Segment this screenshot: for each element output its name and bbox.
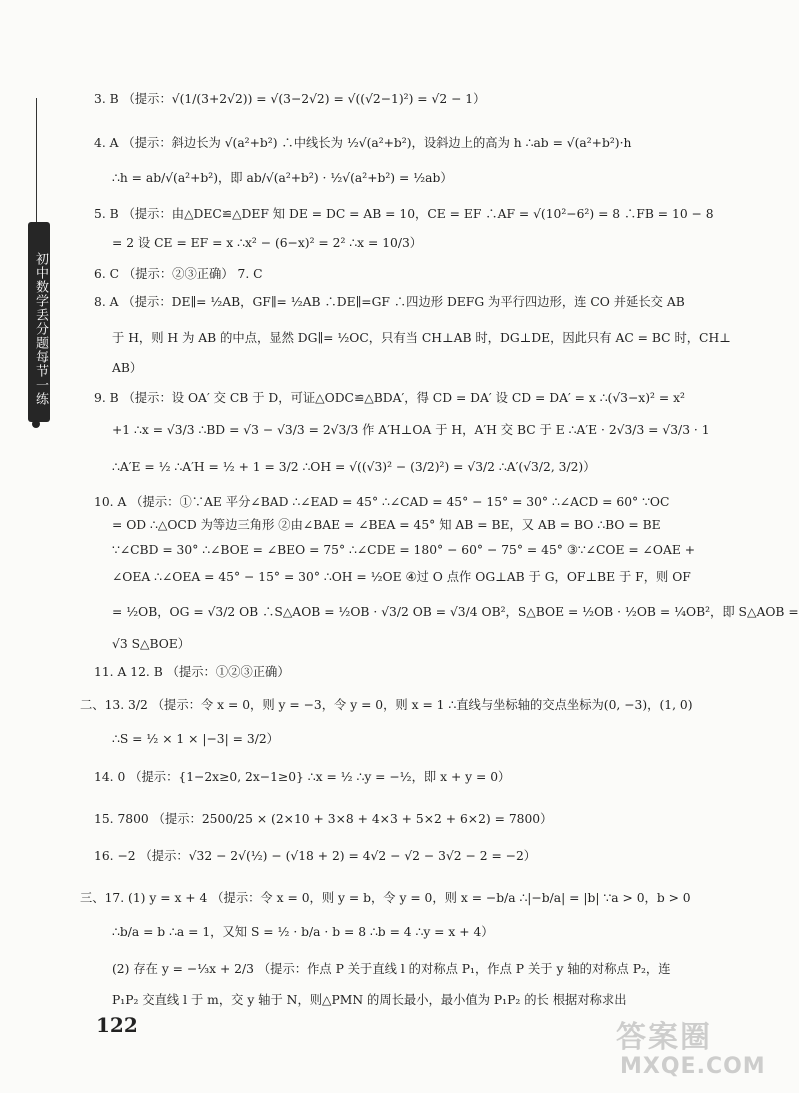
answer-line: AB） [112, 361, 143, 375]
answer-line: ∴S = ½ × 1 × |−3| = 3/2） [112, 732, 279, 746]
page-number: 122 [96, 1013, 138, 1037]
answer-line: 16. −2 （提示：√32 − 2√(½) − (√18 + 2) = 4√2 − √2 − 3√2 − 2 = −2） [94, 849, 537, 863]
answer-line: √3 S△BOE） [112, 637, 191, 651]
answer-line: 8. A （提示：DE∥= ½AB，GF∥= ½AB ∴DE∥=GF ∴四边形 DEFG 为平行四边形，连 CO 并延长交 AB [94, 295, 685, 309]
answer-line: 10. A （提示：①∵AE 平分∠BAD ∴∠EAD = 45° ∴∠CAD = 45° − 15° = 30° ∴∠ACD = 60° ∵OC [94, 495, 670, 509]
answer-line: 15. 7800 （提示：2500/25 × (2×10 + 3×8 + 4×3 + 5×2 + 6×2) = 7800） [94, 812, 553, 826]
watermark-logo: 答案圈 [616, 1020, 712, 1055]
answer-line: 9. B （提示：设 OA′ 交 CB 于 D，可证△ODC≌△BDA′，得 CD = DA′ 设 CD = DA′ = x ∴(√3−x)² = x² [94, 391, 685, 405]
answer-line: ∴A′E = ½ ∴A′H = ½ + 1 = 3/2 ∴OH = √((√3)² − (3/2)²) = √3/2 ∴A′(√3/2, 3/2)） [112, 460, 596, 474]
watermark-url: MXQE.COM [620, 1054, 766, 1079]
answer-line: P₁P₂ 交直线 l 于 m，交 y 轴于 N，则△PMN 的周长最小，最小值为 P₁P₂ 的长 根据对称求出 [112, 993, 627, 1007]
answer-line: 5. B （提示：由△DEC≌△DEF 知 DE = DC = AB = 10，CE = EF ∴AF = √(10²−6²) = 8 ∴FB = 10 − 8 [94, 207, 714, 221]
answer-line: 6. C （提示：②③正确） 7. C [94, 267, 263, 281]
answer-line: 14. 0 （提示：{1−2x≥0, 2x−1≥0} ∴x = ½ ∴y = −½，即 x + y = 0） [94, 770, 511, 784]
answer-line: = OD ∴△OCD 为等边三角形 ②由∠BAE = ∠BEA = 45° 知 AB = BE，又 AB = BO ∴BO = BE [112, 518, 661, 532]
side-label: 初中数学丢分题每节一练 [33, 252, 48, 406]
answer-line: ∴h = ab/√(a²+b²)，即 ab/√(a²+b²) · ½√(a²+b²) = ½ab） [112, 171, 453, 185]
answer-line: = 2 设 CE = EF = x ∴x² − (6−x)² = 2² ∴x = 10/3） [112, 236, 423, 250]
answer-line: ∵∠CBD = 30° ∴∠BOE = ∠BEO = 75° ∴∠CDE = 180° − 60° − 75° = 45° ③∵∠COE = ∠OAE + [112, 543, 696, 557]
answer-line: = ½OB，OG = √3/2 OB ∴S△AOB = ½OB · √3/2 OB = √3/4 OB²，S△BOE = ½OB · ½OB = ¼OB²，即 S△AOB = [112, 605, 799, 619]
answer-line: 3. B （提示：√(1/(3+2√2)) = √(3−2√2) = √((√2−1)²) = √2 − 1） [94, 92, 486, 106]
answer-line: 11. A 12. B （提示：①②③正确） [94, 665, 290, 679]
answer-line: 二、13. 3/2 （提示：令 x = 0，则 y = −3，令 y = 0，则 x = 1 ∴直线与坐标轴的交点坐标为(0, −3)，(1, 0) [80, 698, 693, 712]
answer-line: ∠OEA ∴∠OEA = 45° − 15° = 30° ∴OH = ½OE ④过 O 点作 OG⊥AB 于 G，OF⊥BE 于 F，则 OF [112, 570, 691, 584]
watermark [612, 1012, 766, 1088]
answer-line: 三、17. (1) y = x + 4 （提示：令 x = 0，则 y = b，令 y = 0，则 x = −b/a ∴|−b/a| = |b| ∵a > 0，b > 0 [80, 891, 691, 905]
answer-line: 于 H，则 H 为 AB 的中点，显然 DG∥= ½OC，只有当 CH⊥AB 时，DG⊥DE，因此只有 AC = BC 时，CH⊥ [112, 331, 731, 345]
answer-line: ∴b/a = b ∴a = 1，又知 S = ½ · b/a · b = 8 ∴b = 4 ∴y = x + 4） [112, 925, 494, 939]
answer-line: 4. A （提示：斜边长为 √(a²+b²) ∴中线长为 ½√(a²+b²)，设斜边上的高为 h ∴ab = √(a²+b²)·h [94, 136, 632, 150]
answer-line: +1 ∴x = √3/3 ∴BD = √3 − √3/3 = 2√3/3 作 A′H⊥OA 于 H，A′H 交 BC 于 E ∴A′E · 2√3/3 = √3/3 · 1 [112, 423, 710, 437]
answer-line: (2) 存在 y = −⅓x + 2/3 （提示：作点 P 关于直线 l 的对称点 P₁，作点 P 关于 y 轴的对称点 P₂，连 [112, 962, 671, 976]
